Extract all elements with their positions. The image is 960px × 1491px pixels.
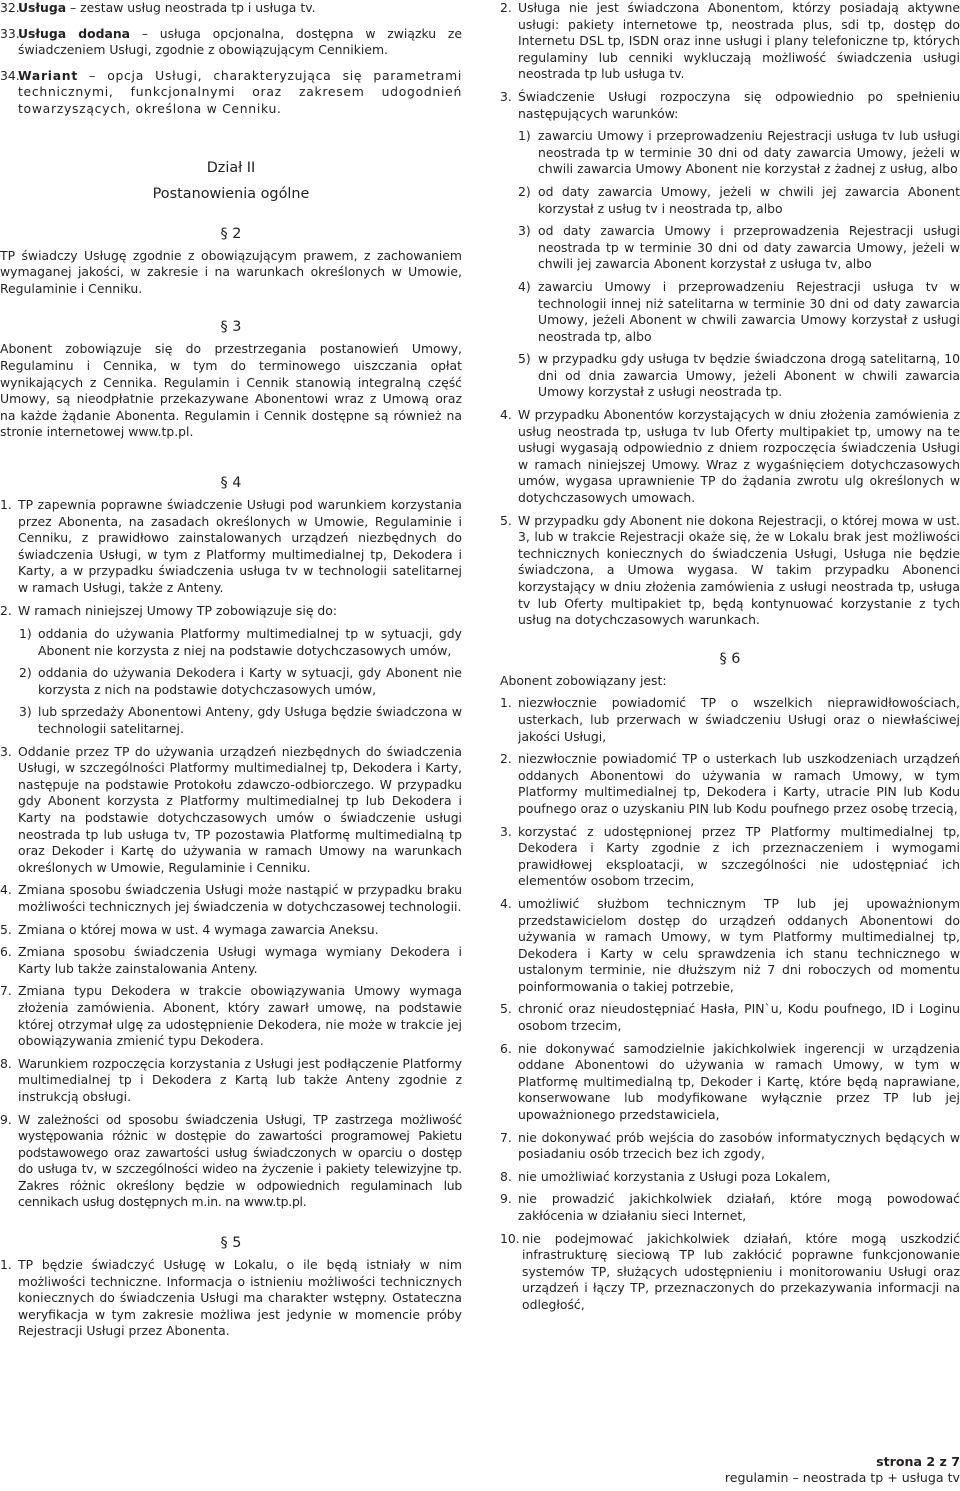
definition-term: Wariant bbox=[18, 67, 78, 83]
definition-item bbox=[0, 26, 462, 59]
item-text: niezwłocznie powiadomić TP o wszelkich nieprawidłowościach, usterkach, lub przerwach w świadczeniu Usługi oraz o niewłaściwej jakości Usługi, bbox=[518, 695, 960, 744]
item-text: zawarciu Umowy i przeprowadzeniu Rejestracji usługa tv lub usługi neostrada tp w terminie 30 dni od daty zawarcia Umowy, jeżeli w chwili zawarcia Umowy Abonent nie korzystał z żadnej z usług, albo bbox=[538, 128, 960, 177]
list-item bbox=[0, 1257, 462, 1340]
item-text: w przypadku gdy usługa tv będzie świadczona drogą satelitarną, 10 dni od dnia zawarcia Umowy, jeżeli Abonent w chwili zawarcia Umowy korzystał z usługi neostrada tp. bbox=[538, 351, 960, 400]
footer bbox=[725, 1454, 960, 1486]
list-item bbox=[500, 1130, 960, 1163]
section-subtitle: Postanowienia ogólne bbox=[152, 185, 310, 202]
item-number: 32. bbox=[0, 0, 20, 15]
item-number: 8. bbox=[500, 1168, 512, 1184]
item-number: 9. bbox=[500, 1191, 512, 1207]
item-number: 1. bbox=[0, 1257, 12, 1273]
item-text: W zależności od sposobu świadczenia Usługi, TP zastrzega możliwość występowania różnic w dostępie do zawartości programowej Pakietu podstawowego oraz zawartości usług świadczonych w oparciu o dostęp do usługa tv, w szczególności wideo na życzenie i pakiety telewizyjne tp. Zakres różnic określony będzie w odpowiednich regulaminach lub cennikach usług dostępnych m.in. na www.tp.pl. bbox=[18, 1111, 462, 1210]
paragraph-4-title: § 4 bbox=[220, 474, 242, 491]
section-title: Dział II bbox=[206, 159, 256, 176]
list-item bbox=[0, 922, 462, 939]
item-text: nie dokonywać prób wejścia do zasobów informatycznych będących w posiadaniu osób trzecich bez ich zgody, bbox=[518, 1129, 960, 1162]
item-text: od daty zawarcia Umowy, jeżeli w chwili jej zawarcia Abonent korzystał z usług tv i neostrada tp, albo bbox=[538, 183, 960, 216]
item-text: lub sprzedaży Abonentowi Anteny, gdy Usługa będzie świadczona w technologii satelitarnej. bbox=[38, 704, 462, 737]
item-number: 4. bbox=[0, 882, 12, 898]
list-item bbox=[500, 407, 960, 507]
item-number: 7. bbox=[0, 983, 12, 999]
definition-term: Usługa bbox=[18, 0, 67, 15]
item-number: 3. bbox=[500, 88, 512, 104]
list-item bbox=[0, 882, 462, 915]
list-item bbox=[0, 603, 462, 620]
item-number: 6. bbox=[0, 944, 12, 960]
item-text: W przypadku Abonentów korzystających w dniu złożenia zamówienia z usług neostrada tp, usługa tv lub Oferty multipakiet tp, umowy na te usługi wygasają odpowiednio z dniem rozpoczęcia świadczenia Usługi w ramach niniejszej Umowy. Wraz z wygaśnięciem dotychczasowych umów, wygasa uprawnienie TP do żądania zwrotu ulg określonych w dotychczasowych umowach. bbox=[518, 407, 960, 506]
list-item bbox=[500, 0, 960, 83]
item-number: 33. bbox=[0, 25, 20, 41]
left-column bbox=[0, 0, 462, 1340]
list-item bbox=[500, 896, 960, 996]
item-number: 5. bbox=[500, 1001, 512, 1017]
list-item bbox=[0, 1056, 462, 1106]
sub-list-item bbox=[0, 704, 462, 737]
paragraph-2-title: § 2 bbox=[220, 225, 242, 242]
list-item bbox=[500, 1041, 960, 1124]
item-number: 1) bbox=[19, 626, 32, 642]
list-item bbox=[500, 1191, 960, 1224]
sub-list-item bbox=[500, 279, 960, 345]
item-number: 2) bbox=[518, 183, 531, 199]
item-number: 5) bbox=[518, 351, 531, 367]
list-item bbox=[0, 1112, 462, 1212]
item-number: 2) bbox=[19, 665, 32, 681]
page-number: strona 2 z 7 bbox=[876, 1454, 960, 1469]
list-item bbox=[500, 89, 960, 122]
sub-list-item bbox=[500, 184, 960, 217]
item-text: niezwłocznie powiadomić TP o usterkach lub uszkodzeniach urządzeń oddanych Abonentowi do używania w ramach Umowy, w tym Platformy multimedialnej tp, Dekodera i Karty, utracie PIN lub Kodu poufnego oraz o uzyskaniu PIN lub Kodu poufnego przez osobę trzecią, bbox=[518, 751, 960, 816]
item-number: 6. bbox=[500, 1040, 512, 1056]
list-item bbox=[500, 1231, 960, 1314]
item-number: 1. bbox=[500, 695, 512, 711]
item-number: 10. bbox=[500, 1230, 520, 1246]
list-item bbox=[0, 983, 462, 1049]
paragraph-6-intro: Abonent zobowiązany jest: bbox=[500, 672, 667, 688]
list-item bbox=[500, 824, 960, 890]
definition-item bbox=[0, 0, 462, 17]
item-number: 7. bbox=[500, 1129, 512, 1145]
item-text: korzystać z udostępnionej przez TP Platformy multimedialnej tp, Dekodera i Karty zgodnie z ich przeznaczeniem i wymogami prawidłowej eksploatacji, w szczególności nie udostępniać ich elementów osobom trzecim, bbox=[518, 823, 960, 889]
list-item bbox=[500, 695, 960, 745]
definition-text: – zestaw usług neostrada tp i usługa tv. bbox=[66, 0, 316, 15]
item-text: Zmiana o której mowa w ust. 4 wymaga zawarcia Aneksu. bbox=[18, 921, 379, 937]
item-text: Świadczenie Usługi rozpoczyna się odpowiednio po spełnieniu następujących warunków: bbox=[518, 88, 960, 121]
item-text: Zmiana typu Dekodera w trakcie obowiązywania Umowy wymaga złożenia zamówienia. Abonent, który zawarł umowę, na podstawie której otrzymał ulgę za udostępnienie Dekodera, nie może w trakcie jej obowiązywania zmienić typu Dekodera. bbox=[18, 983, 462, 1049]
item-text: TP będzie świadczyć Usługę w Lokalu, o ile będą istniały w nim możliwości techniczne. Informacja o istnieniu możliwości technicznych koniecznych do świadczenia Usługi ma charakter wstępny. Ostateczna weryfikacja w tym zakresie możliwa jest jedynie w momencie próby Rejestracji Usługi przez Abonenta. bbox=[18, 1257, 462, 1339]
item-text: oddania do używania Platformy multimedialnej tp w sytuacji, gdy Abonent nie korzysta z niej na podstawie dotychczasowych umów, bbox=[38, 626, 462, 658]
item-number: 2. bbox=[0, 603, 12, 619]
list-item bbox=[0, 497, 462, 597]
sub-list-item bbox=[0, 626, 462, 659]
item-text: nie podejmować jakichkolwiek działań, które mogą uszkodzić infrastrukturę sieciową TP lub zakłócić poprawne funkcjonowanie systemów TP, służących udostępnieniu i monitorowaniu Usługi oraz urządzeń i łączy TP, przeznaczonych do przekazywania informacji na odległość, bbox=[522, 1230, 960, 1312]
item-number: 1. bbox=[0, 496, 12, 512]
item-text: nie umożliwiać korzystania z Usługi poza Lokalem, bbox=[518, 1168, 831, 1184]
item-number: 4. bbox=[500, 407, 512, 423]
sub-list-item bbox=[500, 223, 960, 273]
item-text: zawarciu Umowy i przeprowadzeniu Rejestracji usługa tv w technologii innej niż satelitarna w terminie 30 dni od daty zawarcia Umowy, jeżeli Abonent w chwili zawarcia Umowy korzystał z usługi neostrada tp, albo bbox=[538, 278, 960, 344]
item-number: 5. bbox=[0, 921, 12, 937]
list-item bbox=[500, 1001, 960, 1034]
item-number: 3. bbox=[500, 823, 512, 839]
paragraph-2-text: TP świadczy Usługę zgodnie z obowiązującym prawem, z zachowaniem wymaganej jakości, w zakresie i na warunkach określonych w Umowie, Regulaminie i Cenniku. bbox=[0, 247, 462, 296]
item-text: TP zapewnia poprawne świadczenie Usługi pod warunkiem korzystania przez Abonenta, na zasadach określonych w Umowie, Regulaminie i Cenniku, z prawidłowo zainstalowanych urządzeń niezbędnych do świadczenia Usługi, w tym z Platformy multimedialnej tp, Dekodera i Karty, a w przypadku świadczenia usługa tv w technologii satelitarnej w ramach Usługi, także z Anteny. bbox=[18, 496, 462, 595]
item-text: oddania do używania Dekodera i Karty w sytuacji, gdy Abonent nie korzysta z nich na podstawie dotychczasowych umów, bbox=[38, 665, 462, 697]
item-number: 8. bbox=[0, 1055, 12, 1071]
item-number: 2. bbox=[500, 0, 512, 15]
paragraph-6-title: § 6 bbox=[719, 650, 741, 667]
paragraph-3-title: § 3 bbox=[220, 319, 242, 336]
sub-list-item bbox=[0, 665, 462, 698]
item-text: nie prowadzić jakichkolwiek działań, które mogą powodować zakłócenia w działaniu sieci Internet, bbox=[518, 1191, 960, 1223]
item-text: Usługa nie jest świadczona Abonentom, którzy posiadają aktywne usługi: pakiety internetowe tp, neostrada plus, sdi tp, dostęp do Internetu DSL tp, ISDN oraz inne usługi i plany telefoniczne tp, których regulaminy lub cenniki wykluczają możliwość świadczenia usługi neostrada tp lub usługa tv. bbox=[518, 0, 960, 82]
sub-list-item bbox=[500, 351, 960, 401]
definition-text: – opcja Usługi, charakteryzująca się parametrami technicznymi, funkcjonalnymi oraz zakresem udogodnień towarzyszących, określona w Cenniku. bbox=[18, 67, 462, 116]
item-text: umożliwić służbom technicznym TP lub jej upoważnionym przedstawicielom dostęp do urządzeń oddanych Abonentowi do używania w ramach Umowy, w tym Platformy multimedialnej tp, Dekodera i Karty w celu sprawdzenia ich stanu technicznego w ustalonym terminie, nie dłuższym niż 7 dni roboczych od momentu poinformowania o takiej potrzebie, bbox=[518, 895, 960, 994]
item-number: 34. bbox=[0, 67, 20, 83]
right-column bbox=[500, 0, 960, 1314]
paragraph-5-title: § 5 bbox=[220, 1235, 242, 1252]
item-text: chronić oraz nieudostępniać Hasła, PIN`u, Kodu poufnego, ID i Loginu osobom trzecim, bbox=[518, 1001, 960, 1034]
item-text: W przypadku gdy Abonent nie dokona Rejestracji, o której mowa w ust. 3, lub w trakcie Rejestracji okaże się, że w Lokalu brak jest możliwości technicznych koniecznych do świadczenia Usługi, Usługa nie będzie świadczona, a Umowa wygasa. W takim przypadku Abonenci korzystający w dniu złożenia zamówienia z usługi neostrada tp, usługa tv lub Oferty multipakiet tp, będą kontynuować korzystanie z tych usług na dotychczasowych warunkach. bbox=[518, 512, 960, 628]
item-text: nie dokonywać samodzielnie jakichkolwiek ingerencji w urządzenia oddane Abonentowi do używania w ramach Umowy, w tym w Platformę multimedialną tp, Dekoder i Kartę, które będą naprawiane, konserwowane lub modyfikowane wyłącznie przez TP lub jej upoważnionego przedstawiciela, bbox=[518, 1040, 960, 1123]
item-text: W ramach niniejszej Umowy TP zobowiązuje się do: bbox=[18, 603, 338, 619]
item-number: 5. bbox=[500, 512, 512, 528]
list-item bbox=[500, 751, 960, 817]
list-item bbox=[0, 744, 462, 877]
item-number: 3. bbox=[0, 743, 12, 759]
definition-term: Usługa dodana bbox=[18, 25, 131, 41]
paragraph-3-text: Abonent zobowiązuje się do przestrzegania postanowień Umowy, Regulaminu i Cennika, w tym do terminowego uiszczania opłat wynikających z Cennika. Regulamin i Cennik stanowią integralną część Umowy, są nieodpłatnie przekazywane Abonentowi wraz z Umową oraz na każde żądanie Abonenta. Regulamin i Cennik dostępne są również na stronie internetowej www.tp.pl. bbox=[0, 341, 462, 440]
item-number: 4. bbox=[500, 895, 512, 911]
definition-text: – usługa opcjonalna, dostępna w związku ze świadczeniem Usługi, zgodnie z obowiązującym Cennikiem. bbox=[18, 25, 462, 58]
item-number: 2. bbox=[500, 751, 512, 767]
list-item bbox=[500, 513, 960, 629]
item-text: Oddanie przez TP do używania urządzeń niezbędnych do świadczenia Usługi, w szczególności Platformy multimedialnej tp, Dekodera i Karty, następuje na podstawie Protokołu zdawczo-odbiorczego. W przypadku gdy Abonent korzysta z Platformy multimedialnej tp lub Dekodera i Karty na podstawie dotychczasowych umów o świadczenie usługi neostrada tp lub usługa tv, TP pozostawia Platformę multimedialną tp oraz Dekoder i Kartę do używania w ramach Umowy na warunkach określonych w Umowie, Regulaminie i Cenniku. bbox=[18, 743, 462, 875]
item-number: 3) bbox=[518, 223, 531, 239]
definition-item bbox=[0, 68, 462, 118]
sub-list-item bbox=[500, 128, 960, 178]
item-text: od daty zawarcia Umowy i przeprowadzenia Rejestracji usługi neostrada tp w terminie 30 dni od daty zawarcia Umowy, jeżeli w chwili jej zawarcia Abonent korzystał z usługa tv, albo bbox=[538, 223, 960, 272]
item-number: 3) bbox=[19, 704, 32, 720]
item-number: 9. bbox=[0, 1111, 12, 1127]
item-number: 1) bbox=[518, 128, 531, 144]
list-item bbox=[0, 944, 462, 977]
item-text: Warunkiem rozpoczęcia korzystania z Usługi jest podłączenie Platformy multimedialnej tp i Dekodera z Kartą lub także Anteny zgodnie z instrukcją obsługi. bbox=[18, 1055, 462, 1104]
item-text: Zmiana sposobu świadczenia Usługi może nastąpić w przypadku braku możliwości technicznych jej świadczenia w dotychczasowej technologii. bbox=[18, 882, 462, 914]
item-text: Zmiana sposobu świadczenia Usługi wymaga wymiany Dekodera i Karty lub także zainstalowania Anteny. bbox=[18, 944, 462, 976]
list-item bbox=[500, 1169, 960, 1186]
item-number: 4) bbox=[518, 278, 531, 294]
document-name: regulamin – neostrada tp + usługa tv bbox=[724, 1470, 960, 1485]
